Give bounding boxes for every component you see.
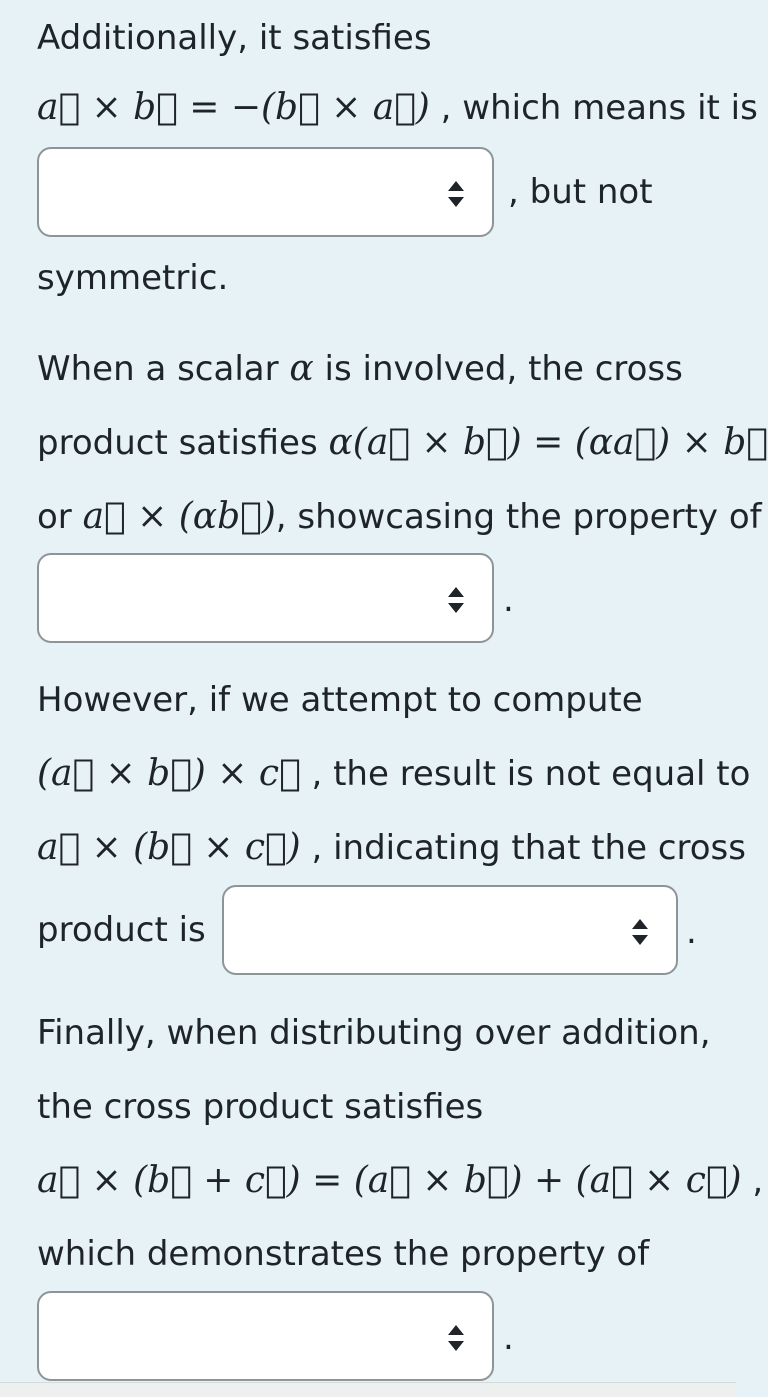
paragraph-text: is involved, the cross [324,349,683,389]
answer-dropdown-1[interactable] [37,147,494,237]
answer-dropdown-2[interactable] [37,553,494,643]
math-expression: α(a⃗ × b⃗) = (αa⃗) × b⃗ [328,422,768,463]
up-down-caret-icon [448,1325,464,1351]
paragraph-text: . [686,912,697,952]
paragraph-text: , showcasing the property of [275,497,762,537]
paragraph-text: Finally, when distributing over addition, [37,1013,711,1053]
math-expression: (a⃗ × b⃗) × c⃗ [37,753,301,794]
math-expression: a⃗ × b⃗ = −(b⃗ × a⃗) [37,87,430,128]
text-line [37,18,432,58]
paragraph-text: , [752,1161,764,1201]
paragraph-text: Additionally, it satisfies [37,18,432,58]
text-line [37,1234,649,1274]
text-line [37,1161,763,1201]
page-bottom-edge [0,1382,736,1397]
paragraph-text: , the result is not equal to [311,754,751,794]
math-expression: a⃗ × (b⃗ + c⃗) = (a⃗ × b⃗) + (a⃗ × c⃗) [37,1160,742,1201]
paragraph-text: , which means it is [440,88,758,128]
text-line [37,1087,483,1127]
text-line [37,423,768,463]
text-line [37,1013,711,1053]
paragraph-text: the cross product satisfies [37,1087,484,1127]
up-down-caret-icon [632,919,648,945]
paragraph-text: or [37,497,72,537]
paragraph-text: product satisfies [37,423,318,463]
text-line [37,828,746,868]
text-line [37,258,228,298]
text-line [37,680,643,720]
up-down-caret-icon [448,587,464,613]
paragraph-text: . [503,1318,514,1358]
paragraph-text: . [503,580,514,620]
answer-dropdown-4[interactable] [37,1291,494,1381]
paragraph-text: , but not [508,172,653,212]
text-line [37,88,758,128]
text-line [37,754,750,794]
alpha-symbol: α [289,348,314,389]
paragraph-text: symmetric. [37,258,229,298]
paragraph-text: which demonstrates the property of [37,1234,650,1274]
math-expression: a⃗ × (αb⃗) [82,496,276,537]
text-line [37,910,206,950]
text-line [37,497,762,537]
paragraph-text: product is [37,910,206,950]
paragraph-text: , indicating that the cross [311,828,746,868]
answer-dropdown-3[interactable] [222,885,678,975]
up-down-caret-icon [448,181,464,207]
paragraph-text: When a scalar [37,349,279,389]
text-line [37,349,683,389]
paragraph-text: However, if we attempt to compute [37,680,643,720]
math-expression: a⃗ × (b⃗ × c⃗) [37,827,301,868]
